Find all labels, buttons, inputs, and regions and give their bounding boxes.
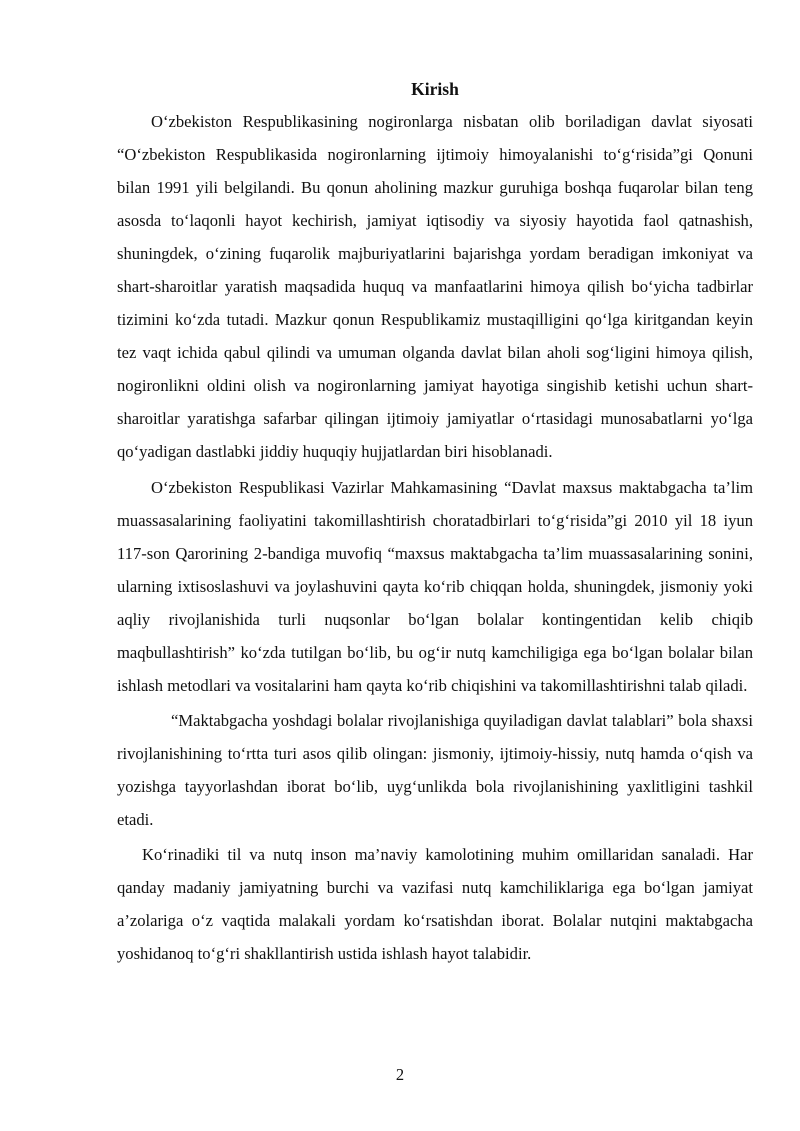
page-number: 2 [395, 1065, 405, 1084]
paragraph-4: Ko‘rinadiki til va nutq inson ma’naviy kamolotining muhim omillaridan sanaladi. Har qanday madaniy jamiyatning burchi va vazifasi nutq kamchiliklariga ega bo‘lgan jamiyat a’zolariga o‘z vaqtida malakali yordam ko‘rsatishdan iborat. Bolalar nutqini maktabgacha yoshidanoq to‘g‘ri shakllantirish ustida ishlash hayot talabidir. [117, 845, 753, 964]
section-title: Kirish [411, 79, 459, 99]
paragraph-2: O‘zbekiston Respublikasi Vazirlar Mahkamasining “Davlat maxsus maktabgacha ta’lim muassasalarining faoliyatini takomillashtirish choratadbirlari to‘g‘risida”gi 2010 yil 18 iyun 117-son Qarorining 2-bandiga muvofiq “maxsus maktabgacha ta’lim muassasalarining sonini, ularning ixtisoslashuvi va joylashuvini qayta ko‘rib chiqqan holda, shuningdek, jismoniy yoki aqliy rivojlanishida turli nuqsonlar bo‘lgan bolalar kontingentidan kelib chiqib maqbullashtirish” ko‘zda tutilgan bo‘lib, bu og‘ir nutq kamchiligiga ega bo‘lgan bolalar bilan ishlash metodlari va vositalarini ham qayta ko‘rib chiqishini va takomillashtirishni talab qiladi. [117, 477, 753, 695]
paragraph-3: “Maktabgacha yoshdagi bolalar rivojlanishiga quyiladigan davlat talablari” bola shaxsi rivojlanishining to‘rtta turi asos qilib olingan: jismoniy, ijtimoiy-hissiy, nutq hamda o‘qish va yozishga tayyorlashdan iborat bo‘lib, uyg‘unlikda bola rivojlanishining yaxlitligini tashkil etadi. [117, 710, 753, 829]
paragraph-1: O‘zbekiston Respublikasining nogironlarga nisbatan olib boriladigan davlat siyosati “O‘zbekiston Respublikasida nogironlarning ijtimoiy himoyalanishi to‘g‘risida”gi Qonuni bilan 1991 yili belgilandi. Bu qonun aholining mazkur guruhiga boshqa fuqarolar bilan teng asosda to‘laqonli hayot kechirish, jamiyat iqtisodiy va siyosiy hayotida faol qatnashish, shuningdek, o‘zining fuqarolik majburiyatlarini bajarishga yordam beradigan imkoniyat va shart-sharoitlar yaratish maqsadida huquq va manfaatlarini himoya qilish bo‘yicha tadbirlar tizimini ko‘zda tutadi. Mazkur qonun Respublikamiz mustaqilligini qo‘lga kiritgandan keyin tez vaqt ichida qabul qilindi va umuman olganda davlat bilan aholi sog‘ligini himoya qilish, nogironlikni oldini olish va nogironlarning jamiyat hayotiga singishib ketishi uchun shart-sharoitlar yaratishga safarbar qilingan ijtimoiy jamiyatlar o‘rtasidagi munosabatlarni yo‘lga qo‘yadigan dastlabki jiddiy huquqiy hujjatlardan biri hisoblanadi. [117, 112, 753, 462]
page-body [117, 74, 753, 970]
